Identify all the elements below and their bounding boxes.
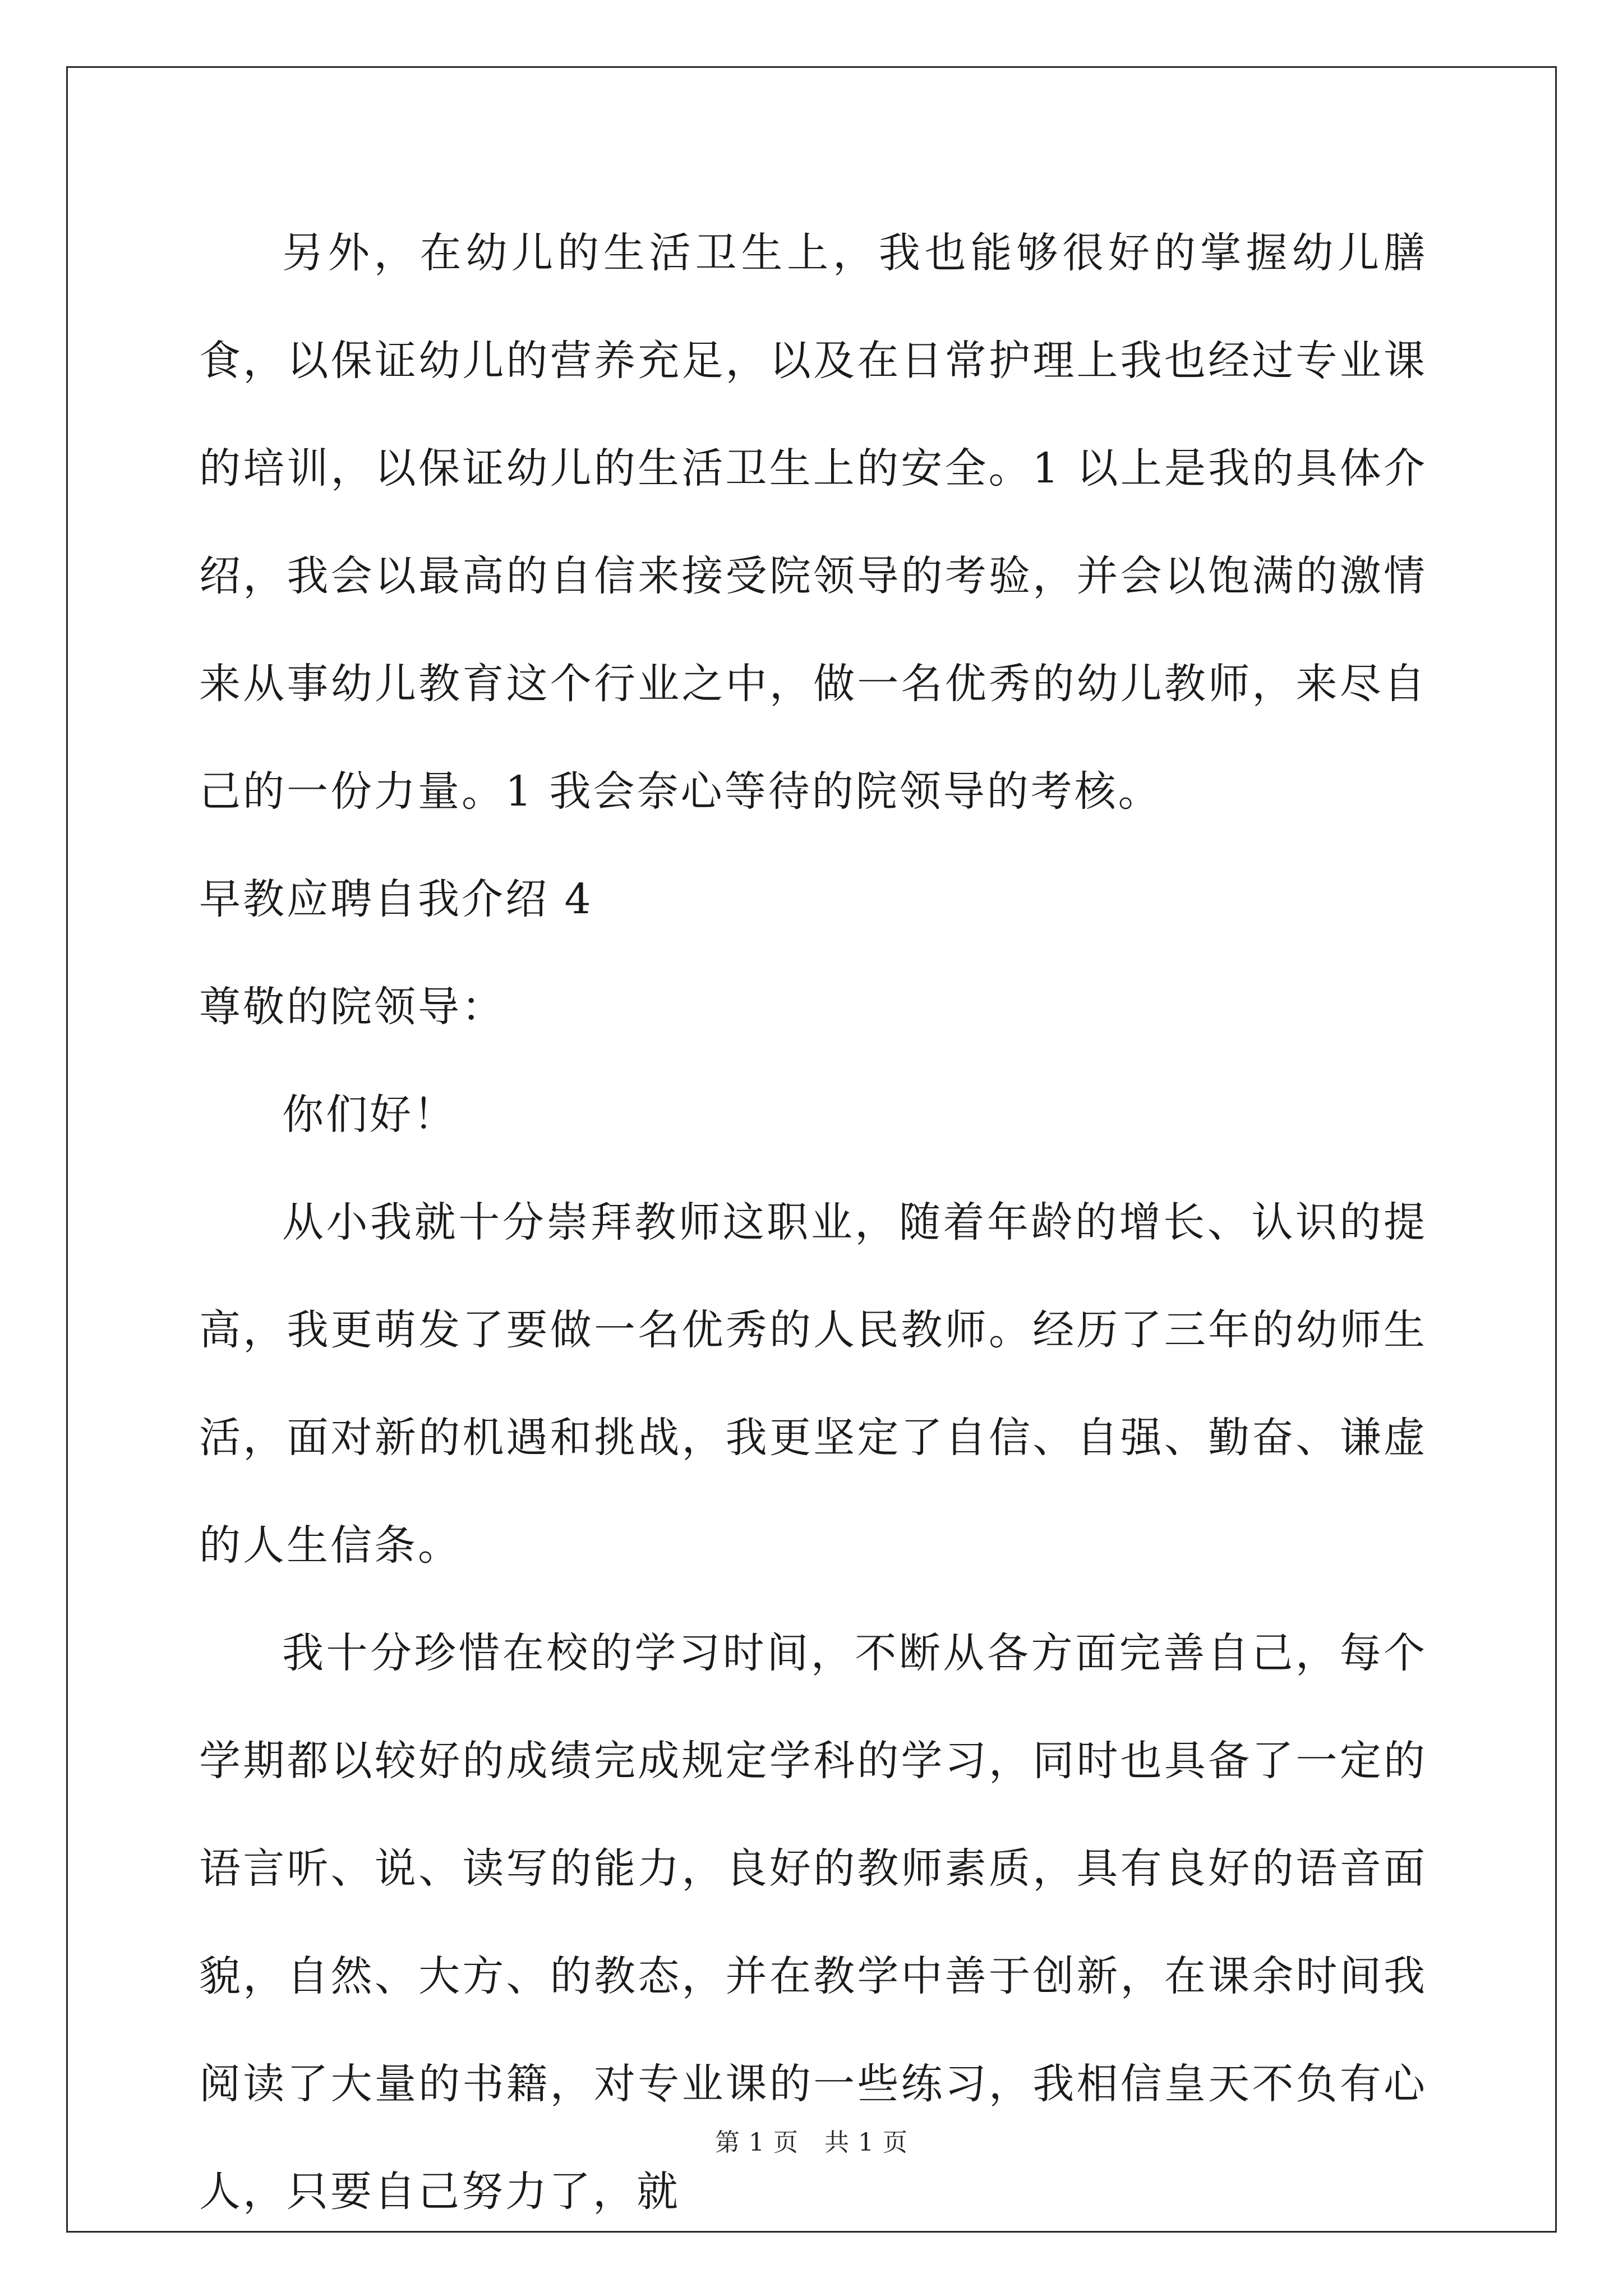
page-footer [0, 2126, 1623, 2160]
paragraph-diet-hygiene: 另外，在幼儿的生活卫生上，我也能够很好的掌握幼儿膳食，以保证幼儿的营养充足，以及在日常护理上我也经过专业课的培训，以保证幼儿的生活卫生上的安全。1 以上是我的具体介绍，我会以最高的自信来接受院领导的考验，并会以饱满的激情来从事幼儿教育这个行业之中，做一名优秀的幼儿教师，来尽自己的一份力量。1 我会奈心等待的院领导的考核。 [199, 229, 1427, 816]
page-total: 共 1 页 [824, 2128, 908, 2157]
section-heading: 早教应聘自我介绍 4 [199, 875, 593, 923]
paragraph-admiration: 从小我就十分崇拜教师这职业，随着年龄的增长、认识的提高，我更萌发了要做一名优秀的人民教师。经历了三年的幼师生活，面对新的机遇和挑战，我更坚定了自信、自强、勤奋、谦虚的人生信条。 [199, 1198, 1427, 1570]
document-body [199, 199, 1427, 2246]
page-number: 第 1 页 [715, 2128, 799, 2157]
greeting: 你们好！ [282, 1091, 457, 1139]
salutation: 尊敬的院领导： [199, 983, 505, 1031]
paragraph-study: 我十分珍惜在校的学习时间，不断从各方面完善自己，每个学期都以较好的成绩完成规定学科的学习，同时也具备了一定的语言听、说、读写的能力，良好的教师素质，具有良好的语音面貌，自然、大方、的教态，并在教学中善于创新，在课余时间我阅读了大量的书籍，对专业课的一些练习，我相信皇天不负有心人，只要自己努力了，就 [199, 1629, 1427, 2216]
